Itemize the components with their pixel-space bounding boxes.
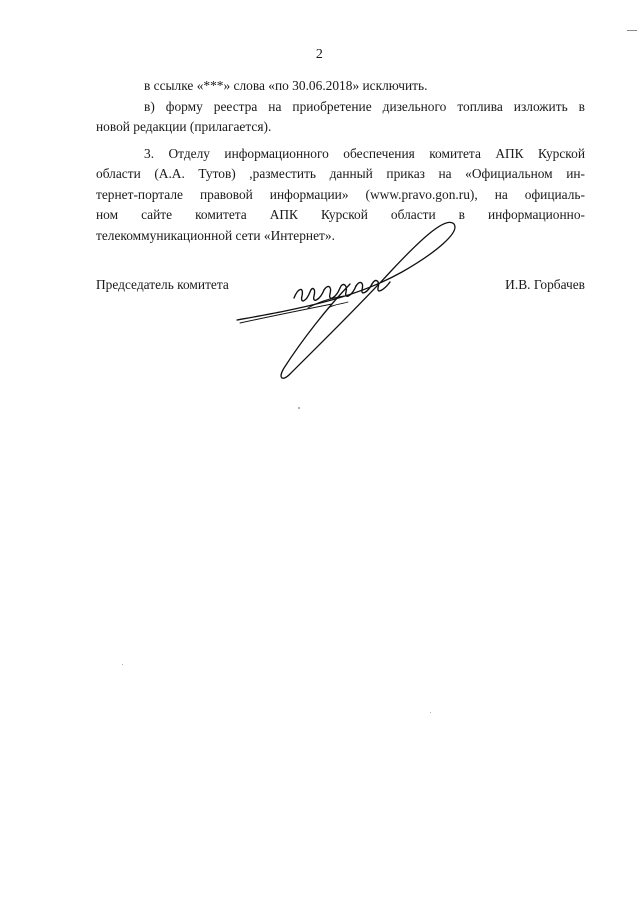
scan-speck bbox=[298, 407, 300, 409]
paragraph-link-removal: в ссылке «***» слова «по 30.06.2018» исключить. bbox=[144, 78, 428, 93]
paragraph-publication-line5: телекоммуникационной сети «Интернет». bbox=[96, 227, 335, 243]
paragraph-publication-line2: области (А.А. Тутов) ,разместить данный приказ на «Официальном ин- bbox=[96, 166, 585, 181]
paragraph-registry-form-line2: новой редакции (прилагается). bbox=[96, 119, 272, 134]
scan-artifact bbox=[627, 30, 637, 31]
signatory-position: Председатель комитета bbox=[96, 277, 229, 292]
paragraph-registry-form-line1: в) форму реестра на приобретение дизельного топлива изложить в bbox=[144, 98, 585, 114]
scan-speck bbox=[122, 664, 123, 665]
paragraph-publication-line3: тернет-портале правовой информации» (www.pravo.gon.ru), на официаль- bbox=[96, 186, 585, 202]
signatory-name: И.В. Горбачев bbox=[505, 277, 585, 292]
handwritten-signature bbox=[232, 212, 472, 392]
page-number: 2 bbox=[315, 47, 324, 62]
paragraph-publication-line4: ном сайте комитета АПК Курской области в информационно- bbox=[96, 207, 585, 222]
scan-speck bbox=[430, 712, 431, 713]
paragraph-publication-line1: 3. Отделу информационного обеспечения комитета АПК Курской bbox=[144, 145, 585, 161]
